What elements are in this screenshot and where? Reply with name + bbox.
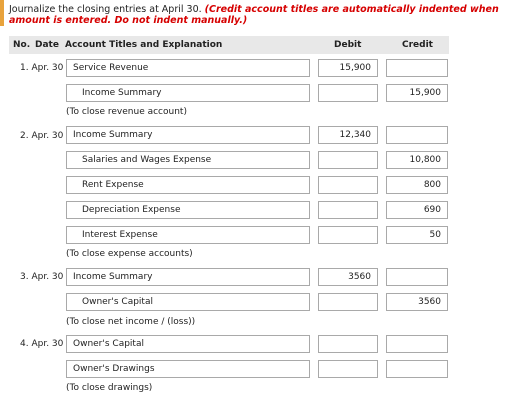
entry-1-line-2-credit[interactable]: 15,900 xyxy=(386,84,448,102)
entry-1-line-1-credit[interactable] xyxy=(386,59,448,77)
instructions xyxy=(9,4,524,26)
entry-4-explanation: (To close drawings) xyxy=(66,383,153,393)
entry-2-line-2-credit[interactable]: 10,800 xyxy=(386,151,448,169)
entry-1-line-2-debit[interactable] xyxy=(318,84,378,102)
entry-3-explanation: (To close net income / (loss)) xyxy=(66,317,196,327)
entry-2-line-2-debit[interactable] xyxy=(318,151,378,169)
header-debit: Debit xyxy=(334,40,362,50)
entry-3-line-2-credit[interactable]: 3560 xyxy=(386,293,448,311)
table-header xyxy=(9,36,449,54)
entry-1-explanation: (To close revenue account) xyxy=(66,107,187,117)
entry-2-number-date: 2. Apr. 30 xyxy=(20,131,64,141)
entry-2-line-2-account[interactable]: Salaries and Wages Expense xyxy=(66,151,310,169)
entry-2-line-3-account[interactable]: Rent Expense xyxy=(66,176,310,194)
entry-2-line-5-credit[interactable]: 50 xyxy=(386,226,448,244)
entry-3-number-date: 3. Apr. 30 xyxy=(20,272,64,282)
entry-4-line-2-debit[interactable] xyxy=(318,360,378,378)
entry-2-line-5-account[interactable]: Interest Expense xyxy=(66,226,310,244)
header-date: Date xyxy=(35,40,59,50)
entry-4-line-1-debit[interactable] xyxy=(318,335,378,353)
entry-4-number-date: 4. Apr. 30 xyxy=(20,339,64,349)
entry-2-line-5-debit[interactable] xyxy=(318,226,378,244)
entry-4-line-2-credit[interactable] xyxy=(386,360,448,378)
entry-1-line-1-account[interactable]: Service Revenue xyxy=(66,59,310,77)
entry-3-line-1-account[interactable]: Income Summary xyxy=(66,268,310,286)
entry-2-line-3-debit[interactable] xyxy=(318,176,378,194)
entry-3-line-1-credit[interactable] xyxy=(386,268,448,286)
entry-3-line-1-debit[interactable]: 3560 xyxy=(318,268,378,286)
instructions-warning: (Credit account titles are automatically indented when amount is entered. Do not indent manually.) xyxy=(9,4,499,26)
entry-2-line-4-debit[interactable] xyxy=(318,201,378,219)
accent-bar xyxy=(0,0,4,26)
entry-1-line-1-debit[interactable]: 15,900 xyxy=(318,59,378,77)
header-no: No. xyxy=(13,40,31,50)
entry-3-line-2-account[interactable]: Owner's Capital xyxy=(66,293,310,311)
entry-1-number-date: 1. Apr. 30 xyxy=(20,63,64,73)
entry-4-line-2-account[interactable]: Owner's Drawings xyxy=(66,360,310,378)
entry-2-explanation: (To close expense accounts) xyxy=(66,249,193,259)
header-credit: Credit xyxy=(402,40,433,50)
entry-1-line-2-account[interactable]: Income Summary xyxy=(66,84,310,102)
entry-2-line-1-debit[interactable]: 12,340 xyxy=(318,126,378,144)
entry-4-line-1-account[interactable]: Owner's Capital xyxy=(66,335,310,353)
entry-2-line-4-account[interactable]: Depreciation Expense xyxy=(66,201,310,219)
entry-2-line-3-credit[interactable]: 800 xyxy=(386,176,448,194)
entry-4-line-1-credit[interactable] xyxy=(386,335,448,353)
header-account: Account Titles and Explanation xyxy=(65,40,223,50)
entry-2-line-1-account[interactable]: Income Summary xyxy=(66,126,310,144)
instructions-text: Journalize the closing entries at April 30. xyxy=(9,4,205,15)
entry-2-line-4-credit[interactable]: 690 xyxy=(386,201,448,219)
entry-3-line-2-debit[interactable] xyxy=(318,293,378,311)
entry-2-line-1-credit[interactable] xyxy=(386,126,448,144)
